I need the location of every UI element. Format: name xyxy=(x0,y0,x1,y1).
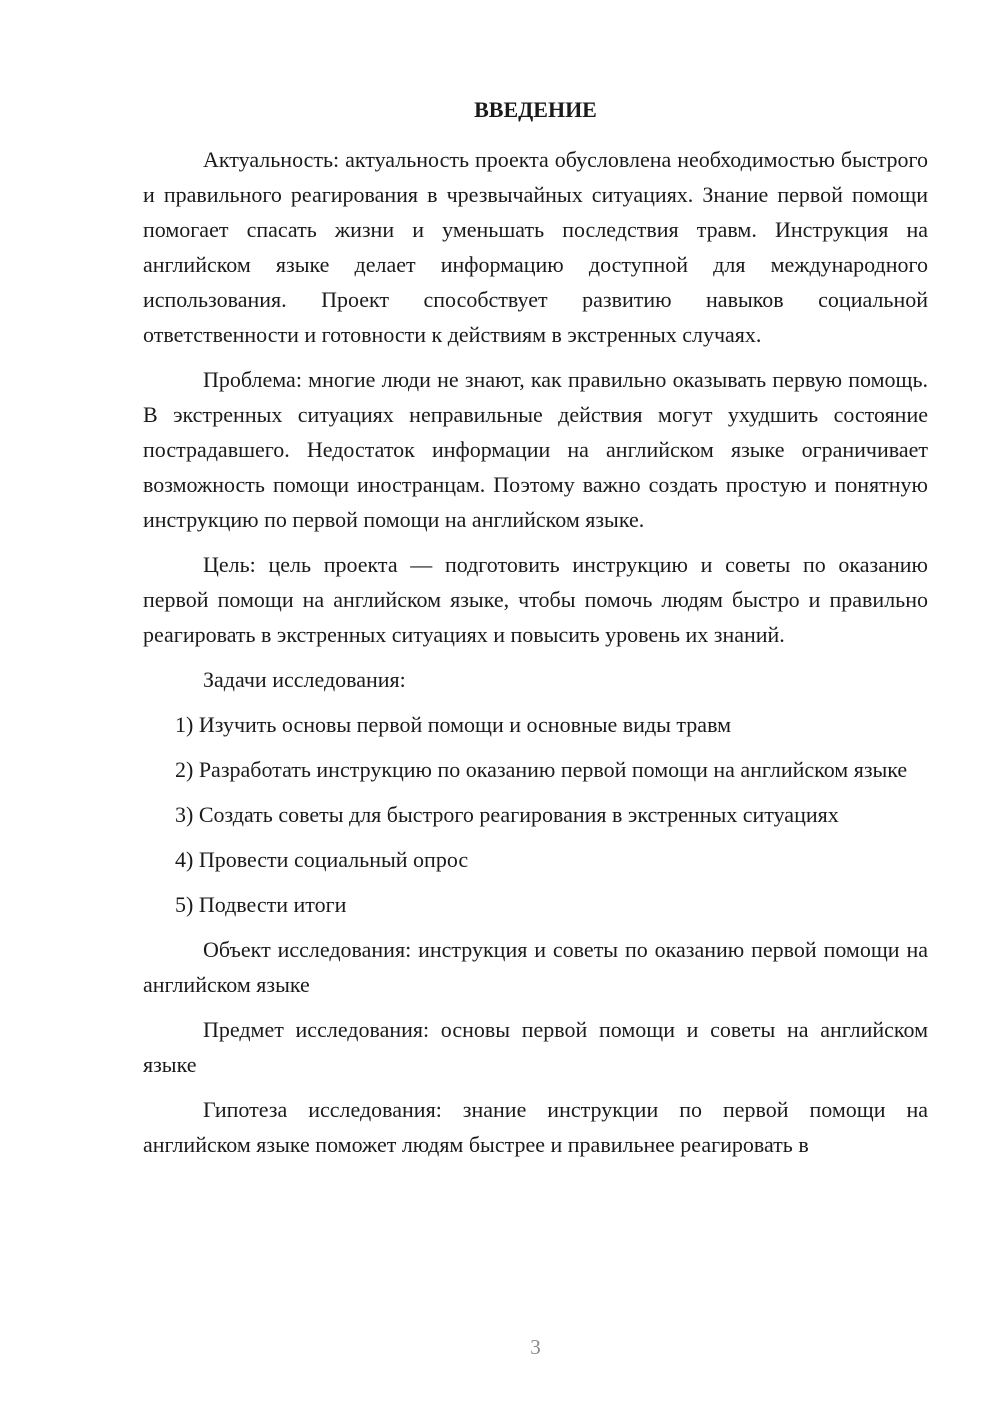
task-item-4: 4) Провести социальный опрос xyxy=(175,847,469,872)
page-number: 3 xyxy=(530,1335,541,1359)
paragraph-subject: Предмет исследования: основы первой помощи и советы на английском языке xyxy=(143,1017,928,1077)
page-title: ВВЕДЕНИЕ xyxy=(474,97,597,122)
task-item-3: 3) Создать советы для быстрого реагирования в экстренных ситуациях xyxy=(175,802,839,827)
paragraph-hypothesis: Гипотеза исследования: знание инструкции по первой помощи на английском языке поможет людям быстрее и правильнее реагировать в xyxy=(143,1097,928,1157)
paragraph-object: Объект исследования: инструкция и советы по оказанию первой помощи на английском языке xyxy=(143,937,928,997)
paragraph-goal: Цель: цель проекта — подготовить инструкцию и советы по оказанию первой помощи на английском языке, чтобы помочь людям быстро и правильно реагировать в экстренных ситуациях и повысить уровень их знаний. xyxy=(143,552,928,647)
task-item-1: 1) Изучить основы первой помощи и основные виды травм xyxy=(175,712,732,737)
task-item-2: 2) Разработать инструкцию по оказанию первой помощи на английском языке xyxy=(175,757,908,782)
paragraph-tasks-heading: Задачи исследования: xyxy=(203,667,406,692)
task-item-5: 5) Подвести итоги xyxy=(175,892,347,917)
paragraph-problem: Проблема: многие люди не знают, как правильно оказывать первую помощь. В экстренных ситуациях неправильные действия могут ухудшить состояние пострадавшего. Недостаток информации на английском языке ограничивает возможность помощи иностранцам. Поэтому важно создать простую и понятную инструкцию по первой помощи на английском языке. xyxy=(143,367,928,532)
document-page xyxy=(143,0,928,1414)
document-body xyxy=(143,142,928,1172)
paragraph-relevance: Актуальность: актуальность проекта обусловлена необходимостью быстрого и правильного реагирования в чрезвычайных ситуациях. Знание первой помощи помогает спасать жизни и уменьшать последствия травм. Инструкция на английском языке делает информацию доступной для международного использования. Проект способствует развитию навыков социальной ответственности и готовности к действиям в экстренных случаях. xyxy=(143,147,928,347)
